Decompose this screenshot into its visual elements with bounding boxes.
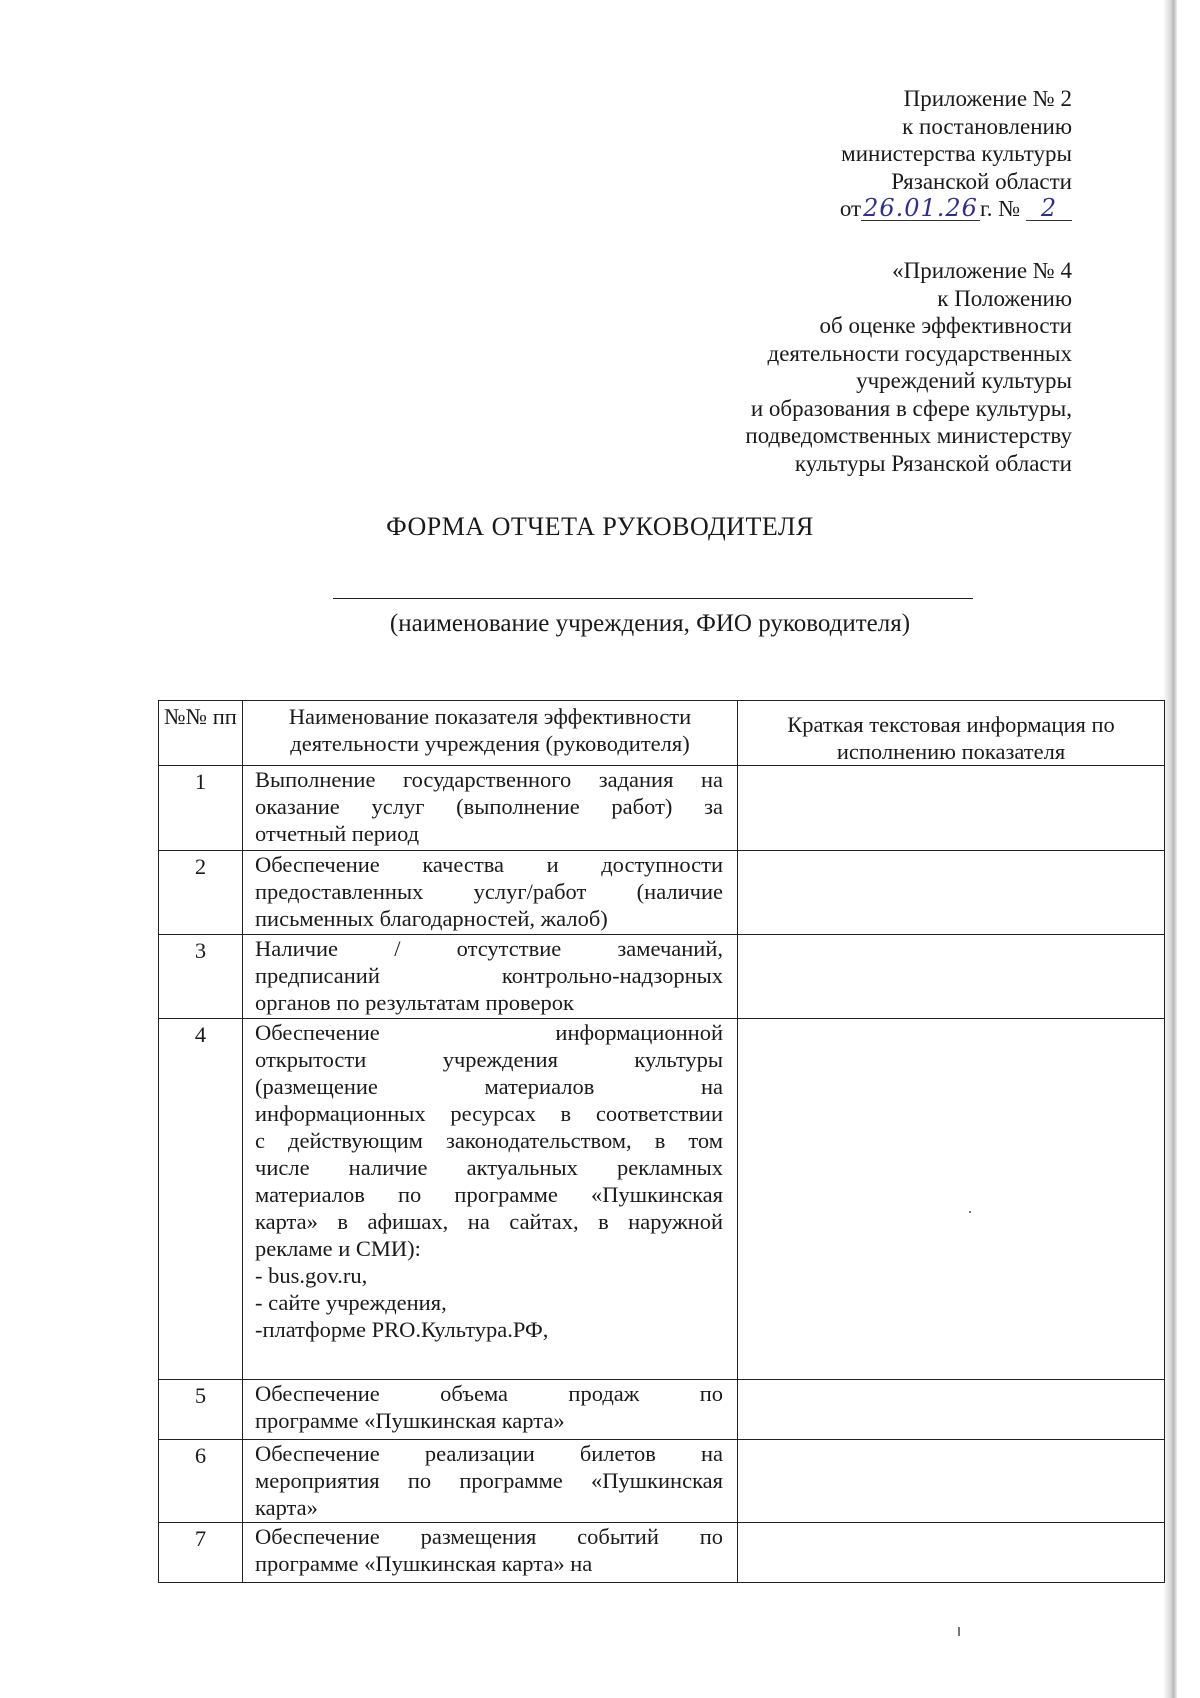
- header-number: №№ пп: [159, 701, 243, 766]
- resource-list-item: - bus.gov.ru,: [255, 1263, 368, 1288]
- institution-blank-line: [333, 598, 973, 599]
- indicator-name: [243, 935, 738, 1019]
- appendix-4-line: деятельности государственных: [767, 340, 1072, 366]
- header-text-info: Краткая текстовая информация по исполнению показателя: [738, 701, 1165, 766]
- indicator-line: программе «Пушкинская карта» на: [255, 1551, 593, 1576]
- report-table: [158, 700, 1165, 1583]
- appendix-2-header: [840, 85, 1072, 223]
- info-cell[interactable]: [738, 1019, 1165, 1380]
- table-row: [159, 766, 1165, 851]
- row-number: 6: [159, 1440, 243, 1523]
- info-cell[interactable]: [738, 1380, 1165, 1440]
- table-row: [159, 1440, 1165, 1523]
- indicator-line: предоставленных услуг/работ (наличие: [255, 879, 723, 904]
- appendix-4-line: к Положению: [937, 285, 1072, 311]
- scan-page-edge: [1163, 0, 1177, 1698]
- info-cell[interactable]: [738, 1523, 1165, 1583]
- indicator-line: предписаний контрольно-надзорных: [255, 963, 723, 988]
- indicator-name: [243, 766, 738, 851]
- indicator-line: числе наличие актуальных рекламных: [255, 1155, 723, 1180]
- indicator-line: информационных ресурсах в соответствии: [255, 1101, 723, 1126]
- resource-list-item: - сайте учреждения,: [255, 1290, 447, 1315]
- appendix-4-line: об оценке эффективности: [819, 313, 1072, 338]
- appendix-4-header: [745, 257, 1072, 477]
- institution-caption: (наименование учреждения, ФИО руководителя): [389, 610, 911, 637]
- info-cell[interactable]: [738, 766, 1165, 851]
- appendix-4-line: «Приложение № 4: [892, 258, 1072, 283]
- appendix-2-line: Рязанской области: [891, 168, 1072, 194]
- indicator-line: материалов по программе «Пушкинская: [255, 1182, 723, 1207]
- info-cell[interactable]: [738, 851, 1165, 935]
- indicator-line: мероприятия по программе «Пушкинская: [255, 1468, 723, 1493]
- table-row: [159, 851, 1165, 935]
- indicator-line: Обеспечение размещения событий по: [255, 1524, 723, 1549]
- indicator-line: открытости учреждения культуры: [255, 1047, 723, 1072]
- indicator-line: программе «Пушкинская карта»: [255, 1408, 565, 1433]
- indicator-line: Обеспечение реализации билетов на: [255, 1441, 723, 1466]
- appendix-2-line: министерства культуры: [841, 141, 1072, 166]
- row-number: 3: [159, 935, 243, 1019]
- form-title: ФОРМА ОТЧЕТА РУКОВОДИТЕЛЯ: [386, 512, 814, 541]
- indicator-line: (размещение материалов на: [255, 1074, 723, 1099]
- info-cell[interactable]: [738, 935, 1165, 1019]
- row-number: 4: [159, 1019, 243, 1380]
- row-number: 2: [159, 851, 243, 935]
- indicator-line: Наличие / отсутствие замечаний,: [255, 936, 723, 961]
- appendix-4-line: подведомственных министерству: [745, 423, 1072, 448]
- indicator-line: Обеспечение качества и доступности: [255, 852, 723, 877]
- scan-speck: [958, 1627, 960, 1636]
- table-row: [159, 935, 1165, 1019]
- indicator-line: с действующим законодательством, в том: [255, 1128, 723, 1153]
- indicator-line: отчетный период: [255, 821, 420, 846]
- appendix-4-line: учреждений культуры: [856, 368, 1072, 393]
- table-header-row: [159, 701, 1165, 766]
- indicator-line: Обеспечение информационной: [255, 1020, 723, 1045]
- appendix-4-line: и образования в сфере культуры,: [750, 395, 1072, 421]
- appendix-4-line: культуры Рязанской области: [794, 450, 1072, 476]
- indicator-name: [243, 1019, 738, 1380]
- indicator-line: карта»: [255, 1495, 318, 1520]
- resource-list-item: -платформе PRO.Культура.РФ,: [255, 1317, 549, 1342]
- indicator-line: оказание услуг (выполнение работ) за: [255, 794, 723, 819]
- row-number: 5: [159, 1380, 243, 1440]
- row-number: 1: [159, 766, 243, 851]
- table-row: [159, 1019, 1165, 1380]
- indicator-line: Выполнение государственного задания на: [255, 767, 723, 792]
- table-row: [159, 1523, 1165, 1583]
- date-prefix: от: [839, 196, 862, 221]
- indicator-name: [243, 1380, 738, 1440]
- row-number: 7: [159, 1523, 243, 1583]
- scan-speck: [969, 1211, 971, 1213]
- info-cell[interactable]: [738, 1440, 1165, 1523]
- indicator-line: Обеспечение объема продаж по: [255, 1381, 723, 1406]
- indicator-line: письменных благодарностей, жалоб): [255, 906, 608, 931]
- appendix-2-line: к постановлению: [902, 113, 1072, 139]
- handwritten-number: 2: [1026, 196, 1072, 221]
- indicator-name: [243, 1440, 738, 1523]
- header-indicator-name: Наименование показателя эффективности деятельности учреждения (руководителя): [243, 701, 738, 766]
- appendix-2-line: Приложение № 2: [903, 86, 1072, 111]
- indicator-name: [243, 851, 738, 935]
- indicator-line: рекламе и СМИ):: [255, 1236, 421, 1261]
- year-number-label: г. №: [979, 196, 1021, 221]
- indicator-name: [243, 1523, 738, 1583]
- handwritten-date: 26.01.26: [863, 194, 978, 222]
- indicator-line: органов по результатам проверок: [255, 990, 574, 1015]
- appendix-2-date-line: [840, 195, 1072, 223]
- indicator-line: карта» в афишах, на сайтах, в наружной: [255, 1209, 723, 1234]
- table-row: [159, 1380, 1165, 1440]
